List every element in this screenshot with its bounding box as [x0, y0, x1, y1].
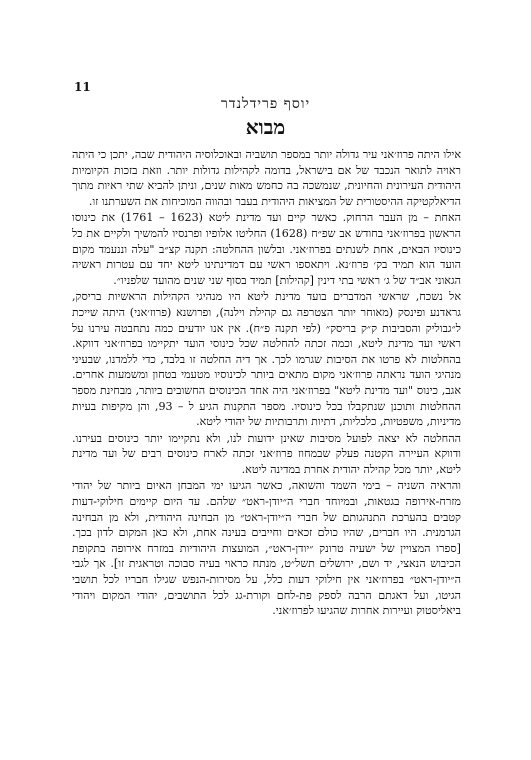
chapter-title: מבוא	[245, 115, 286, 139]
paragraph: אל נשכח, שראשי המדברים בועד מדינת ליטא היו מנהיגי הקהילות הראשיות בריסק, גראדנע ופינסק (מאוחר יותר הצטרפה גם קהילת וילנה), ופרושנא (פרוז׳אני) היתה שייכת ל״גבוליק והסביבות ק״ק בריסק״ (לפי תקנה פ״ח). אין אנו יודעים כמה נתחבטה עירנו על ראשי ועד מדינת ליטא, וכמה זכתה להחלטה שכל כינוסי הועד יתקיימו בפרוז׳אני דווקא. בהחלטות לא פרטו את הסיבות שגרמו לכך. אך דיה החלטה זו בלבד, כדי ללמדנו, שבעיני מנהיגי הועד נראתה פרוז׳אני מקום מתאים ביותר לכינוסיו מטעמי בטחון ומשמעות אחרים. אגב, כינוס "ועד מדינת ליטא" בפרוז׳אני היה אחד הכינוסים החשובים ביותר, מבחינת מספר ההחלטות ותוכנן שנתקבלו בכל כינוסיו. מספר התקנות הגיע ל – 93, והן מקיפות בעיות מדיניות, משפטיות, כלכליות, דתיות ותרבותיות של יהודי ליטא.	[72, 290, 462, 429]
paragraph: ההחלטה לא יצאה לפועל מסיבות שאינן ידועות לנו, ולא נתקיימו יותר כינוסים בעירנו. ודווקא העיירה הקטנה פעלק שבמחוז פרוז׳אני זכתה לארח כינוסים רבים של ועד מדינת ליטא, יותר מכל קהילה יהודית אחרת במדינה ליטא.	[72, 431, 461, 476]
paragraph: האחת – מן העבר הרחוק. כאשר קיים ועד מדינת ליטא (1623 – 1761) את כינוסו הראשון בפרוז׳אני בחודש אב שפ״ח (1628) החליטו אלופיו ופרנסיו להמשיך ולקיים את כל כינוסיו הבאים, אחת לשנתים בפרוז׳אני. ובלשון ההחלטה: תקנה קצ״ב "עלה וננעמד מקום הועד הוא תמיד בק׳ פרוז׳נא. ויתאספו ראשי עם דמדינתינו ליטא יחד עם עטרות ראשיה הגאוני אב״ד של ג׳ ראשי בתי דינין [קהילות] תמיד בסוף שני שנים מהועד שלפניו״.	[72, 211, 461, 287]
chapter-header	[0, 96, 531, 140]
paragraph: והראיה השניה – בימי השמד והשואה, כאשר הגיעו ימי המבחן האיום ביותר של יהודי מזרח-אירופה בגטאות, ובמיוחד חברי ה״יודן-ראט״ שלהם. עד היום קיימים חילוקי-דעות קטבים בהערכת התנהגותם של חברי ה״יודן-ראט״ מן הבחינה היהודית, ולא מן הבחינה הגרמנית. היו חברים, שהיו כולם זכאים וחייבים בעינה אחת, ולא כאן המקום לדון בכך. [ספרו המצויין של ישעיה טרונק ״יודן-ראט״, המועצות היהודיות במזרח אירופה בתקופת הכיבוש הנאצי, יד ושם, ירושלים תשל״ט, מנתח כראוי בעיה סבוכה וטראגית זו]. אך לגבי ה״יודן-ראט״ בפרוז׳אני אין חילוקי דעות כלל, על מסירות-הנפש שגילו חבריו לכל תושבי הגיטו, ועל דאגתם הרבה לספק פת-לחם וקורת-גג לכל התושבים, יהודי המקום ויהודי ביאליסטוק ועיירות אחרות שהגיעו לפרוז׳אני.	[72, 479, 461, 618]
body-text	[72, 147, 461, 619]
author-name: יוסף פרידלנדר	[220, 96, 311, 112]
paragraph: אילו היתה פרוז׳אני עיר גדולה יותר במספר תושביה ובאוכלוסיה היהודית שבה, יתכן כי היתה ראויה לתואר הנכבד של אם בישראל, בדומה לקהילות גדולות יותר. וזאת בזכות הקיומיות היהודית העירונית והחיונית, שנמשכה בה כחמש מאות שנים, וניתן להביא שתי ראיות מתוך הדיאלקטיקה ההיסטורית של המציאות היהודית בעבר ובהווה המוכיחות את השערתנו זו.	[72, 148, 461, 208]
page-number: 11	[74, 80, 91, 94]
